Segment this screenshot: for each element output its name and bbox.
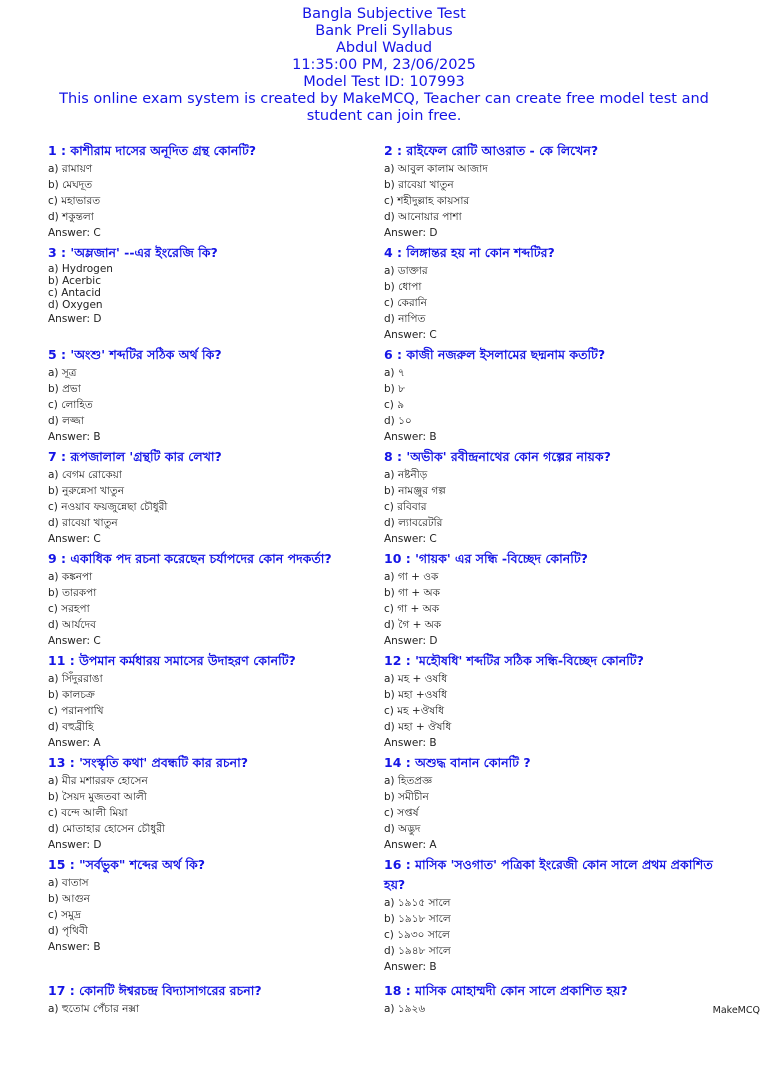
- answer-option: d) শকুন্তলা: [48, 211, 94, 223]
- question-title: 4 : লিঙ্গান্তর হয় না কোন শব্দটির?: [384, 245, 555, 260]
- question-title: 1 : কাশীরাম দাসের অনূদিত গ্রন্থ কোনটি?: [48, 143, 257, 158]
- answer-option: a) কঙ্কনপা: [48, 571, 93, 583]
- answer-option: a) গা + ওক: [384, 571, 439, 583]
- timestamp: 11:35:00 PM, 23/06/2025: [292, 57, 476, 73]
- question-block: [48, 753, 393, 855]
- syllabus-name: Bank Preli Syllabus: [315, 23, 453, 39]
- question-title: 18 : মাসিক মোহাম্মদী কোন সালে প্রকাশিত হয়?: [384, 983, 628, 998]
- model-test-id: Model Test ID: 107993: [303, 74, 465, 90]
- question-block: [384, 981, 729, 1083]
- answer-option: a) ১৯১৫ সালে: [384, 897, 451, 909]
- answer-option: b) সৈয়দ মুজতবা আলী: [48, 791, 147, 803]
- correct-answer: Answer: C: [48, 227, 101, 239]
- question-title: 16 : মাসিক 'সওগাত' পত্রিকা ইংরেজী কোন সালে প্রথম প্রকাশিত হয়?: [384, 857, 713, 892]
- answer-option: c) ৯: [384, 399, 405, 411]
- correct-answer: Answer: C: [384, 533, 437, 545]
- answer-option: c) সমুদ্র: [48, 909, 81, 921]
- question-block: [384, 855, 729, 981]
- answer-option: d) গৈ + অক: [384, 619, 442, 631]
- answer-option: a) মীর মশাররফ হোসেন: [48, 775, 148, 787]
- answer-option: a) Hydrogen: [48, 263, 113, 275]
- answer-option: a) বেগম রোকেয়া: [48, 469, 122, 481]
- answer-option: c) মহাভারত: [48, 195, 101, 207]
- question-block: [48, 345, 393, 447]
- answer-option: c) মহ +ঔষধি: [384, 705, 444, 717]
- answer-option: d) লজ্জা: [48, 415, 84, 427]
- answer-option: d) ১৯৪৮ সালে: [384, 945, 451, 957]
- answer-option: b) ৮: [384, 383, 405, 395]
- answer-option: c) কেরানি: [384, 297, 427, 309]
- answer-option: a) সিঁদুররাঙা: [48, 673, 103, 685]
- answer-option: c) শহীদুল্লাহ কায়সার: [384, 195, 470, 207]
- question-title: 17 : কোনটি ঈশ্বরচন্দ্র বিদ্যাসাগরের রচনা?: [48, 983, 262, 998]
- answer-option: b) সমীচীন: [384, 791, 429, 803]
- answer-option: c) বন্দে আলী মিয়া: [48, 807, 128, 819]
- question-title: 12 : 'মহৌষধি' শব্দটির সঠিক সন্ধি-বিচ্ছেদ কোনটি?: [384, 653, 644, 668]
- answer-option: a) সূত্র: [48, 367, 77, 379]
- answer-option: b) নামঞ্জুর গল্প: [384, 485, 446, 497]
- author-name: Abdul Wadud: [335, 40, 433, 56]
- answer-option: c) লোহিত: [48, 399, 93, 411]
- question-title: 5 : 'অংশু' শব্দটির সঠিক অর্থ কি?: [48, 347, 222, 362]
- answer-option: d) পৃথিবী: [48, 925, 88, 937]
- answer-option: a) ডাক্তার: [384, 265, 428, 277]
- question-block: [384, 447, 729, 549]
- correct-answer: Answer: C: [48, 533, 101, 545]
- answer-option: c) পরানপাখি: [48, 705, 104, 717]
- question-title: 6 : কাজী নজরুল ইসলামের ছদ্মনাম কতটি?: [384, 347, 606, 362]
- answer-option: a) হুতোম পেঁচার নক্সা: [48, 1003, 140, 1015]
- question-block: [48, 651, 393, 753]
- answer-option: a) আবুল কালাম আজাদ: [384, 163, 488, 175]
- correct-answer: Answer: B: [384, 737, 437, 749]
- correct-answer: Answer: A: [48, 737, 101, 749]
- answer-option: c) ১৯৩০ সালে: [384, 929, 450, 941]
- question-title: 14 : অশুদ্ধ বানান কোনটি ?: [384, 755, 531, 770]
- correct-answer: Answer: D: [384, 635, 438, 647]
- header-note: This online exam system is created by MakeMCQ, Teacher can create free model test and student can join free.: [59, 91, 709, 124]
- answer-option: d) মোতাহার হোসেন চৌধুরী: [48, 823, 166, 835]
- correct-answer: Answer: D: [48, 313, 102, 325]
- question-block: [384, 243, 729, 345]
- answer-option: b) ধোপা: [384, 281, 422, 293]
- answer-option: b) কালচক্র: [48, 689, 95, 701]
- answer-option: b) তারকপা: [48, 587, 97, 599]
- correct-answer: Answer: D: [48, 839, 102, 851]
- answer-option: d) ল্যাবরেটরি: [384, 517, 443, 529]
- answer-option: b) Acerbic: [48, 275, 102, 287]
- question-block: [48, 981, 393, 1083]
- answer-option: b) ১৯১৮ সালে: [384, 913, 451, 925]
- answer-option: b) মহা +ওষধি: [384, 689, 448, 701]
- answer-option: d) মহা + ঔষধি: [384, 721, 452, 733]
- test-title: Bangla Subjective Test: [302, 6, 466, 22]
- answer-option: d) ১০: [384, 415, 412, 427]
- answer-option: c) নওয়াব ফয়জুন্নেছা চৌধুরী: [48, 501, 168, 513]
- document-header: [0, 6, 768, 125]
- answer-option: b) গা + অক: [384, 587, 440, 599]
- answer-option: b) রাবেয়া খাতুন: [384, 179, 454, 191]
- question-title: 8 : 'অভীক' রবীন্দ্রনাথের কোন গল্পের নায়ক?: [384, 449, 611, 464]
- correct-answer: Answer: B: [384, 431, 437, 443]
- question-block: [384, 651, 729, 753]
- question-title: 11 : উপমান কর্মধারয় সমাসের উদাহরণ কোনটি?: [48, 653, 296, 668]
- correct-answer: Answer: C: [48, 635, 101, 647]
- question-block: [48, 141, 393, 243]
- answer-option: b) প্রভা: [48, 383, 81, 395]
- question-block: [48, 243, 393, 345]
- question-title: 3 : 'অম্লজান' --এর ইংরেজি কি?: [48, 245, 218, 260]
- answer-option: a) ৭: [384, 367, 405, 379]
- question-title: 15 : "সর্বভুক" শব্দের অর্থ কি?: [48, 857, 206, 872]
- question-block: [384, 141, 729, 243]
- answer-option: c) রবিবার: [384, 501, 427, 513]
- answer-option: a) ১৯২৬: [384, 1003, 426, 1015]
- answer-option: c) সরহপা: [48, 603, 90, 615]
- question-block: [48, 855, 393, 981]
- right-question-column: [384, 141, 729, 1083]
- footer-brand: MakeMCQ: [712, 1005, 760, 1016]
- question-block: [384, 549, 729, 651]
- question-block: [48, 447, 393, 549]
- question-title: 13 : 'সংস্কৃতি কথা' প্রবন্ধটি কার রচনা?: [48, 755, 248, 770]
- question-title: 9 : একাধিক পদ রচনা করেছেন চর্যাপদের কোন পদকর্তা?: [48, 551, 332, 566]
- correct-answer: Answer: B: [48, 941, 101, 953]
- answer-option: a) রামায়ণ: [48, 163, 93, 175]
- question-title: 2 : রাইফেল রোটি আওরাত - কে লিখেন?: [384, 143, 599, 158]
- question-title: 10 : 'গায়ক' এর সন্ধি -বিচ্ছেদ কোনটি?: [384, 551, 588, 566]
- answer-option: d) অদ্ভুদ: [384, 823, 421, 835]
- question-block: [384, 345, 729, 447]
- question-title: 7 : রূপজালাল 'গ্রন্থটি কার লেখা?: [48, 449, 222, 464]
- answer-option: c) সপ্তর্ষ: [384, 807, 419, 819]
- answer-option: c) গা + অক: [384, 603, 440, 615]
- answer-option: d) আর্যদেব: [48, 619, 96, 631]
- question-block: [384, 753, 729, 855]
- answer-option: d) রাবেয়া খাতুন: [48, 517, 118, 529]
- answer-option: d) আনোয়ার পাশা: [384, 211, 462, 223]
- answer-option: d) নাপিত: [384, 313, 426, 325]
- answer-option: c) Antacid: [48, 287, 101, 299]
- question-block: [48, 549, 393, 651]
- answer-option: a) বাতাস: [48, 877, 89, 889]
- correct-answer: Answer: A: [384, 839, 437, 851]
- answer-option: a) হিতপ্রজ্ঞ: [384, 775, 433, 787]
- answer-option: a) নষ্টনীড়: [384, 469, 428, 481]
- correct-answer: Answer: C: [384, 329, 437, 341]
- answer-option: b) নুরুন্নেসা খাতুন: [48, 485, 125, 497]
- answer-option: b) মেঘদূত: [48, 179, 93, 191]
- left-question-column: [48, 141, 393, 1083]
- answer-option: a) মহ + ওষধি: [384, 673, 448, 685]
- answer-option: d) বহুব্রীহি: [48, 721, 94, 733]
- correct-answer: Answer: B: [384, 961, 437, 973]
- answer-option: d) Oxygen: [48, 299, 103, 311]
- correct-answer: Answer: D: [384, 227, 438, 239]
- correct-answer: Answer: B: [48, 431, 101, 443]
- answer-option: b) আগুন: [48, 893, 90, 905]
